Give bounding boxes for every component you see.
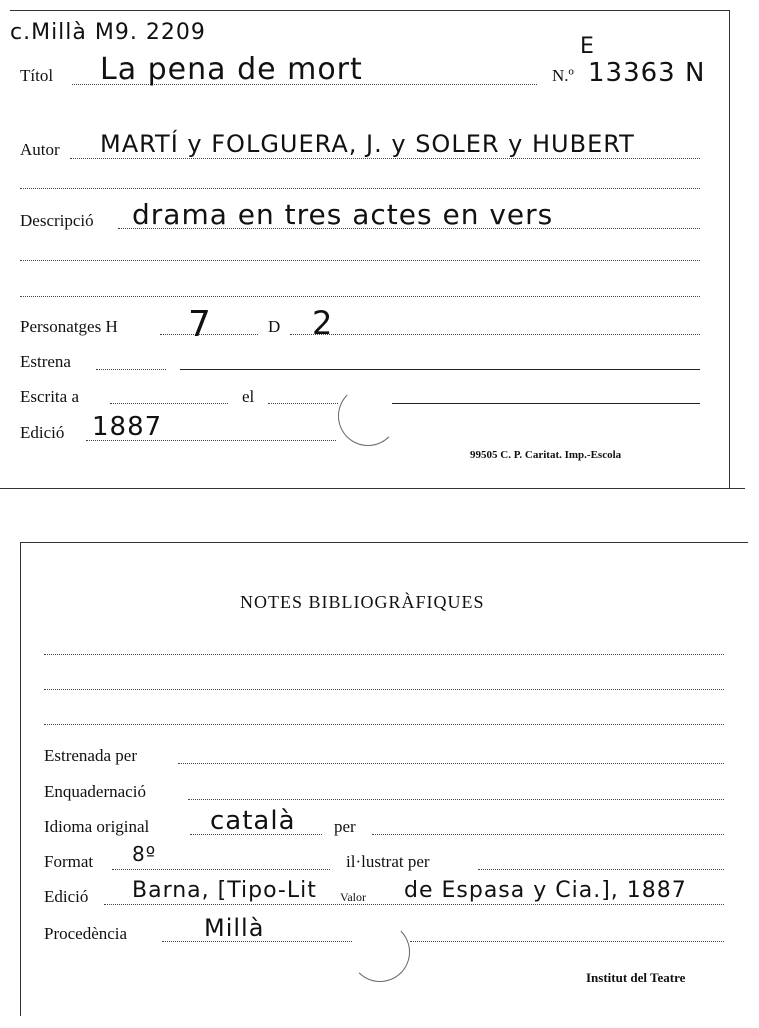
autor-label: Autor <box>20 140 60 159</box>
personatges-d-value: 2 <box>312 304 334 342</box>
edicio2-line <box>104 904 724 905</box>
notes-line-1 <box>44 654 724 655</box>
edicio-label: Edició <box>20 423 65 442</box>
card2-left-border <box>20 542 21 1016</box>
illustrat-label: il·lustrat per <box>346 852 430 871</box>
escrita-label: Escrita a <box>20 387 79 406</box>
el-label: el <box>242 387 255 406</box>
idioma-label: Idioma original <box>44 817 150 836</box>
el-line-a <box>268 403 338 404</box>
descripcio-line-3 <box>20 296 700 297</box>
procedencia-label: Procedència <box>44 924 128 943</box>
format-line <box>112 869 330 870</box>
header-note: c.Millà M9. 2209 <box>10 20 206 45</box>
card-top-border <box>10 10 730 11</box>
estrenada-label: Estrenada per <box>44 746 137 765</box>
card-right-border <box>729 10 730 488</box>
edicio2-value-a: Barna, [Tipo-Lit <box>132 878 317 903</box>
num-label: N.º <box>552 66 574 85</box>
illustrat-line <box>478 869 724 870</box>
escrita-line <box>110 403 228 404</box>
num-value: 13363 N <box>588 58 706 88</box>
enquadernacio-label: Enquadernació <box>44 782 146 801</box>
card2-top-border <box>20 542 748 543</box>
procedencia-value: Millà <box>204 914 265 942</box>
notes-heading: NOTES BIBLIOGRÀFIQUES <box>240 592 485 612</box>
estrena-label: Estrena <box>20 352 71 371</box>
el-line-b <box>392 403 700 404</box>
format-value: 8º <box>132 842 157 866</box>
notes-line-3 <box>44 724 724 725</box>
edicio2-value-b: de Espasa y Cia.], 1887 <box>404 878 687 903</box>
notes-line-2 <box>44 689 724 690</box>
titol-label: Títol <box>20 66 54 85</box>
personatges-label: Personatges H <box>20 317 118 336</box>
estrena-line-a <box>96 369 166 370</box>
personatges-h-value: 7 <box>188 304 212 345</box>
catalog-card-front <box>0 0 759 495</box>
edicio2-label: Edició <box>44 887 89 906</box>
catalog-card-back <box>0 530 759 1028</box>
card-bottom-border <box>0 488 745 489</box>
edicio2-value-small: Valor <box>340 890 366 904</box>
autor-value: MARTÍ y FOLGUERA, J. y SOLER y HUBERT <box>100 130 635 158</box>
titol-value: La pena de mort <box>100 52 363 87</box>
estrenada-line <box>178 763 724 764</box>
personatges-d-line <box>290 334 700 335</box>
autor-line-2 <box>20 188 700 189</box>
institut-footer: Institut del Teatre <box>586 970 686 985</box>
edicio-value: 1887 <box>92 412 163 442</box>
format-label: Format <box>44 852 94 871</box>
punch-hole-2 <box>350 922 410 982</box>
descripcio-line-2 <box>20 260 700 261</box>
printer-note: 99505 C. P. Caritat. Imp.-Escola <box>470 449 622 461</box>
per-line <box>372 834 724 835</box>
descripcio-label: Descripció <box>20 211 94 230</box>
num-superscript: E <box>580 34 595 59</box>
descripcio-value: drama en tres actes en vers <box>132 198 554 231</box>
idioma-value: català <box>210 806 296 836</box>
per-label: per <box>334 817 356 836</box>
procedencia-line-b <box>410 941 724 942</box>
punch-hole <box>338 386 398 446</box>
estrena-line-b <box>180 369 700 370</box>
enquadernacio-line <box>188 799 724 800</box>
personatges-d-label: D <box>268 317 281 336</box>
autor-line <box>70 158 700 159</box>
